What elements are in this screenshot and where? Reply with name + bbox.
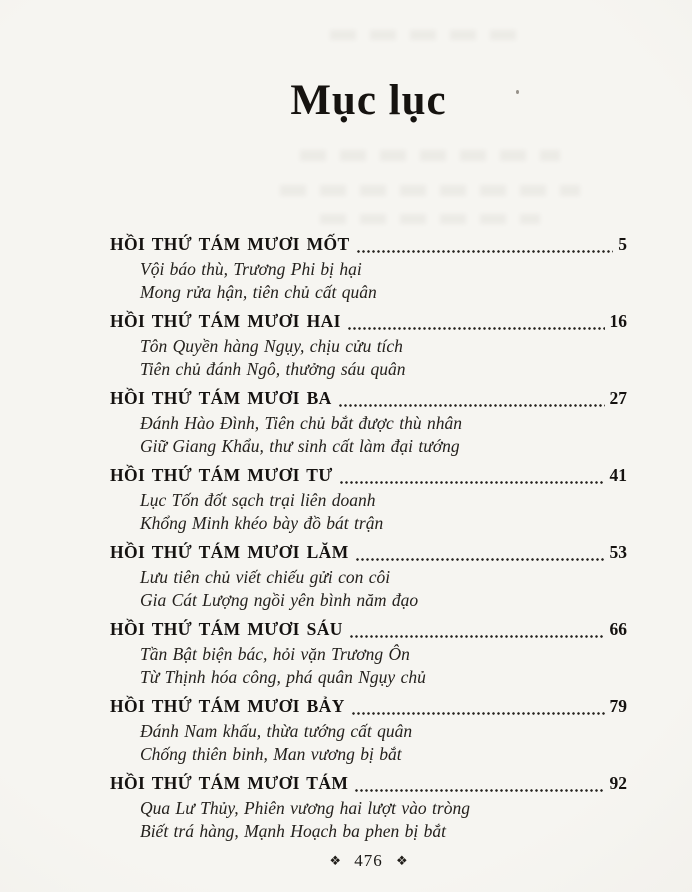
dot-leader: [354, 770, 604, 797]
toc-entry-chapter-title: HỒI THỨ TÁM MƯƠI BA: [110, 388, 332, 408]
page-title: Mục lục: [290, 77, 447, 124]
toc-entry: [110, 231, 627, 303]
dot-leader: [338, 385, 605, 412]
toc-entry-page-number: 27: [609, 388, 627, 408]
table-of-contents: [110, 231, 627, 847]
toc-entry-subtitle-line1: Tần Bật biện bác, hỏi vặn Trương Ôn: [140, 644, 410, 664]
toc-entry: [110, 539, 627, 611]
toc-entry-heading-row: [110, 693, 627, 720]
dot-leader: [356, 231, 614, 258]
toc-entry: [110, 693, 627, 765]
toc-entry-subtitle-line1: Đánh Hào Đình, Tiên chủ bắt được thù nhân: [140, 413, 462, 433]
toc-entry-page-number: 41: [609, 465, 627, 485]
toc-entry: [110, 770, 627, 842]
dot-leader: [349, 616, 605, 643]
toc-entry-chapter-title: HỒI THỨ TÁM MƯƠI TƯ: [110, 465, 333, 485]
toc-entry-subtitle-line2: Biết trá hàng, Mạnh Hoạch ba phen bị bắt: [140, 820, 446, 841]
bleedthrough-artifact: [330, 30, 530, 40]
toc-entry-subtitle-line1: Lục Tốn đốt sạch trại liên doanh: [140, 490, 376, 510]
toc-entry-chapter-title: HỒI THỨ TÁM MƯƠI TÁM: [110, 773, 349, 793]
dot-leader: [347, 308, 605, 335]
toc-entry-chapter-title: HỒI THỨ TÁM MƯƠI MỐT: [110, 234, 350, 254]
dot-leader: [351, 693, 605, 720]
toc-entry-subtitle-line1: Vội báo thù, Trương Phi bị hại: [140, 259, 362, 279]
toc-entry-page-number: 79: [609, 696, 627, 716]
toc-entry-heading-row: [110, 462, 627, 489]
footer-page-number: 476: [354, 851, 383, 870]
toc-entry-heading-row: [110, 539, 627, 566]
toc-entry-subtitle-line2: Khổng Minh khéo bày đồ bát trận: [140, 512, 384, 533]
bleedthrough-artifact: [280, 185, 580, 196]
toc-entry-chapter-title: HỒI THỨ TÁM MƯƠI SÁU: [110, 619, 343, 639]
toc-entry-heading-row: [110, 385, 627, 412]
toc-entry-heading-row: [110, 308, 627, 335]
toc-entry-heading-row: [110, 231, 627, 258]
footer-ornament-left-icon: ❖: [329, 854, 341, 869]
toc-entry: [110, 385, 627, 457]
toc-entry-subtitle-line1: Qua Lư Thủy, Phiên vương hai lượt vào tròng: [140, 798, 470, 818]
toc-entry-page-number: 53: [609, 542, 627, 562]
toc-entry: [110, 462, 627, 534]
toc-entry-chapter-title: HỒI THỨ TÁM MƯƠI BẢY: [110, 696, 345, 716]
bleedthrough-artifact: [320, 214, 540, 224]
toc-entry-subtitle-line1: Đánh Nam khấu, thừa tướng cất quân: [140, 721, 413, 741]
toc-entry-page-number: 16: [609, 311, 627, 331]
toc-entry-subtitle-line1: Tôn Quyền hàng Ngụy, chịu cửu tích: [140, 336, 403, 356]
dot-leader: [355, 539, 605, 566]
toc-entry: [110, 616, 627, 688]
toc-entry: [110, 308, 627, 380]
toc-entry-subtitle-line2: Tiên chủ đánh Ngô, thưởng sáu quân: [140, 358, 406, 379]
page-footer: [110, 851, 627, 871]
toc-entry-chapter-title: HỒI THỨ TÁM MƯƠI HAI: [110, 311, 341, 331]
toc-entry-subtitle-line2: Mong rửa hận, tiên chủ cất quân: [140, 281, 377, 302]
toc-entry-page-number: 5: [618, 234, 627, 254]
toc-entry-page-number: 66: [609, 619, 627, 639]
toc-entry-subtitle-line1: Lưu tiên chủ viết chiếu gửi con côi: [140, 567, 391, 587]
toc-entry-subtitle-line2: Gia Cát Lượng ngồi yên bình năm đạo: [140, 589, 419, 610]
footer-ornament-right-icon: ❖: [396, 854, 408, 869]
toc-entry-subtitle-line2: Từ Thịnh hóa công, phá quân Ngụy chủ: [140, 666, 426, 687]
toc-entry-page-number: 92: [609, 773, 627, 793]
toc-entry-subtitle-line2: Chống thiên binh, Man vương bị bắt: [140, 743, 402, 764]
toc-entry-heading-row: [110, 616, 627, 643]
toc-entry-chapter-title: HỒI THỨ TÁM MƯƠI LĂM: [110, 542, 349, 562]
toc-entry-subtitle-line2: Giữ Giang Khẩu, thư sinh cất làm đại tướng: [140, 435, 460, 456]
toc-entry-heading-row: [110, 770, 627, 797]
bleedthrough-artifact: [300, 150, 560, 161]
dot-leader: [339, 462, 605, 489]
